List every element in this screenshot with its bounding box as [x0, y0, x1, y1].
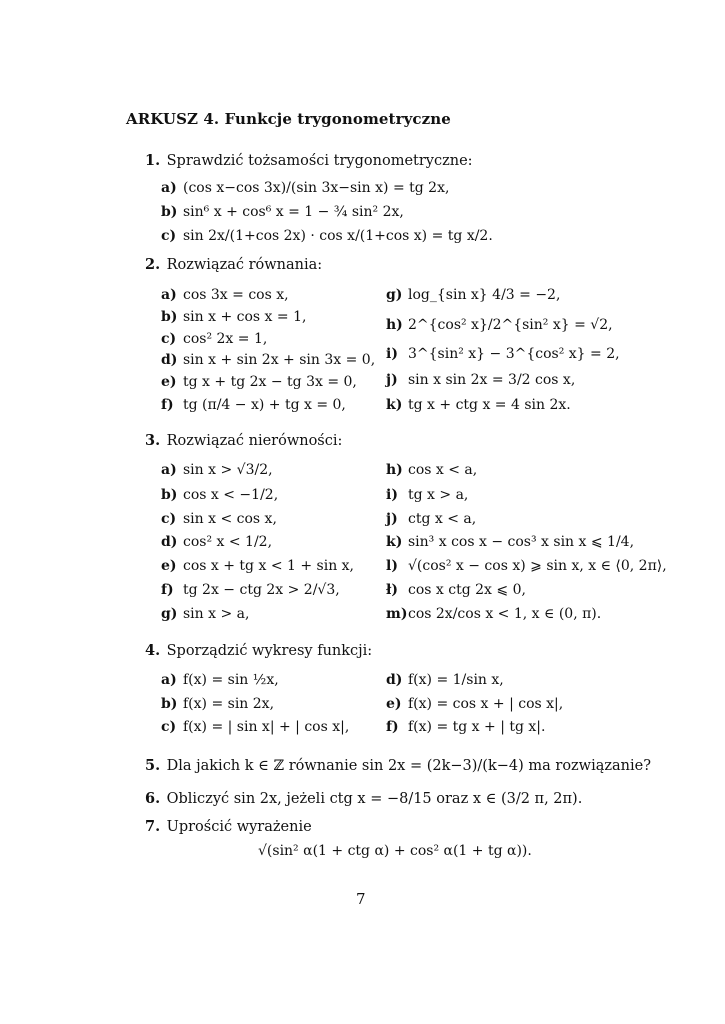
item-label: f) [386, 719, 399, 735]
item-expression: f(x) = 1/sin x, [408, 672, 504, 688]
item-label: g) [161, 606, 178, 622]
item-label: a) [161, 462, 177, 478]
list-item [161, 287, 289, 304]
item-label: e) [161, 558, 177, 574]
list-item [386, 672, 504, 689]
item-expression: tg (π/4 − x) + tg x = 0, [183, 397, 346, 413]
list-item [161, 606, 249, 623]
list-item [386, 511, 476, 528]
list-item [161, 558, 354, 575]
item-expression: sin x + sin 2x + sin 3x = 0, [183, 352, 376, 368]
item-expression: f(x) = cos x + | cos x|, [408, 696, 564, 712]
list-item [386, 372, 575, 389]
list-item [386, 696, 563, 713]
item-label: b) [161, 309, 178, 325]
item-expression: f(x) = sin ½x, [183, 672, 279, 688]
item-expression: tg 2x − ctg 2x > 2/√3, [183, 582, 340, 598]
exercise-text: Dla jakich k ∈ ℤ równanie sin 2x = (2k−3)/(k−4) ma rozwiązanie? [166, 758, 651, 774]
list-item [161, 534, 272, 551]
exercise-5 [145, 757, 651, 774]
exercise-text: Sporządzić wykresy funkcji: [166, 643, 373, 659]
list-item [386, 606, 601, 623]
item-label: i) [386, 487, 398, 503]
item-expression: ctg x < a, [408, 511, 477, 527]
list-item [386, 582, 526, 599]
item-expression: f(x) = sin 2x, [183, 696, 275, 712]
list-item [386, 558, 667, 575]
item-expression: tg x > a, [408, 487, 469, 503]
item-label: g) [386, 287, 403, 303]
list-item [161, 462, 273, 479]
item-label: j) [386, 511, 398, 527]
exercise-number: 6. [145, 790, 161, 807]
exercise-number: 5. [145, 757, 161, 774]
item-label: b) [161, 487, 178, 503]
page-number: 7 [356, 890, 366, 908]
item-expression: cos 2x/cos x < 1, x ∈ (0, π). [408, 606, 602, 622]
list-item [161, 309, 306, 326]
list-item [161, 511, 277, 528]
item-expression: cos x < a, [408, 462, 478, 478]
exercise-7-heading [145, 818, 312, 835]
item-label: i) [386, 346, 398, 362]
item-expression: cos² x < 1/2, [183, 534, 273, 550]
item-label: h) [386, 317, 403, 333]
list-item [386, 317, 613, 334]
exercise-number: 2. [145, 256, 161, 273]
item-label: k) [386, 534, 403, 550]
list-item [386, 287, 560, 304]
list-item [386, 534, 634, 551]
exercise-text: Uprościć wyrażenie [166, 819, 312, 835]
item-label: h) [386, 462, 403, 478]
item-label: k) [386, 397, 403, 413]
list-item [161, 228, 493, 245]
list-item [161, 582, 340, 599]
item-expression: sin⁶ x + cos⁶ x = 1 − ¾ sin² 2x, [183, 204, 404, 220]
exercise-text: Obliczyć sin 2x, jeżeli ctg x = −8/15 oraz x ∈ (3/2 π, 2π). [166, 791, 583, 807]
item-label: c) [161, 719, 177, 735]
list-item [386, 719, 545, 736]
item-label: b) [161, 204, 178, 220]
exercise-number: 3. [145, 432, 161, 449]
exercise-3-heading [145, 432, 342, 449]
item-label: a) [161, 180, 177, 196]
item-label: d) [386, 672, 403, 688]
list-item [386, 487, 468, 504]
item-label: c) [161, 511, 177, 527]
list-item [161, 672, 279, 689]
exercise-number: 1. [145, 152, 161, 169]
exercise-2-heading [145, 256, 322, 273]
item-label: j) [386, 372, 398, 388]
item-expression: sin x sin 2x = 3/2 cos x, [408, 372, 576, 388]
list-item [161, 487, 278, 504]
item-expression: f(x) = tg x + | tg x|. [408, 719, 546, 735]
item-label: a) [161, 672, 177, 688]
list-item [161, 352, 375, 369]
item-expression: 2^{cos² x}/2^{sin² x} = √2, [408, 317, 613, 333]
exercise-6 [145, 790, 582, 807]
item-expression: cos x ctg 2x ⩽ 0, [408, 582, 526, 598]
item-label: d) [161, 534, 178, 550]
item-label: m) [386, 606, 408, 622]
item-expression: cos x + tg x < 1 + sin x, [183, 558, 355, 574]
exercise-number: 7. [145, 818, 161, 835]
list-item [386, 462, 477, 479]
item-expression: cos 3x = cos x, [183, 287, 289, 303]
sheet-title: ARKUSZ 4. Funkcje trygonometryczne [126, 110, 451, 128]
item-expression: log_{sin x} 4/3 = −2, [408, 287, 561, 303]
item-expression: sin³ x cos x − cos³ x sin x ⩽ 1/4, [408, 534, 635, 550]
item-label: e) [386, 696, 402, 712]
exercise-4-heading [145, 642, 372, 659]
item-expression: f(x) = | sin x| + | cos x|, [183, 719, 350, 735]
item-expression: cos² 2x = 1, [183, 331, 268, 347]
list-item [386, 346, 620, 363]
list-item [161, 204, 404, 221]
list-item [161, 719, 349, 736]
item-label: c) [161, 331, 177, 347]
item-expression: tg x + ctg x = 4 sin 2x. [408, 397, 571, 413]
exercise-text: Rozwiązać nierówności: [166, 433, 343, 449]
list-item [161, 180, 449, 197]
item-expression: 3^{sin² x} − 3^{cos² x} = 2, [408, 346, 620, 362]
item-label: e) [161, 374, 177, 390]
item-expression: sin x + cos x = 1, [183, 309, 307, 325]
item-expression: sin x > a, [183, 606, 250, 622]
list-item [161, 696, 274, 713]
item-label: l) [386, 558, 398, 574]
item-expression: (cos x−cos 3x)/(sin 3x−sin x) = tg 2x, [183, 180, 450, 196]
item-expression: √(cos² x − cos x) ⩾ sin x, x ∈ ⟨0, 2π⟩, [408, 558, 667, 574]
item-expression: sin 2x/(1+cos 2x) · cos x/(1+cos x) = tg x/2. [183, 228, 493, 244]
list-item [161, 331, 267, 348]
item-label: d) [161, 352, 178, 368]
exercise-number: 4. [145, 642, 161, 659]
exercise-text: Sprawdzić tożsamości trygonometryczne: [166, 153, 473, 169]
item-expression: cos x < −1/2, [183, 487, 279, 503]
list-item [161, 397, 346, 414]
simplify-expression: √(sin² α(1 + ctg α) + cos² α(1 + tg α)). [258, 843, 532, 859]
item-label: b) [161, 696, 178, 712]
item-label: a) [161, 287, 177, 303]
item-label: f) [161, 397, 174, 413]
item-expression: tg x + tg 2x − tg 3x = 0, [183, 374, 357, 390]
list-item [386, 397, 571, 414]
item-expression: sin x < cos x, [183, 511, 277, 527]
list-item [161, 374, 357, 391]
item-label: c) [161, 228, 177, 244]
item-expression: sin x > √3/2, [183, 462, 273, 478]
exercise-text: Rozwiązać równania: [166, 257, 323, 273]
item-label: ł) [386, 582, 399, 598]
item-label: f) [161, 582, 174, 598]
exercise-1-heading [145, 152, 473, 169]
